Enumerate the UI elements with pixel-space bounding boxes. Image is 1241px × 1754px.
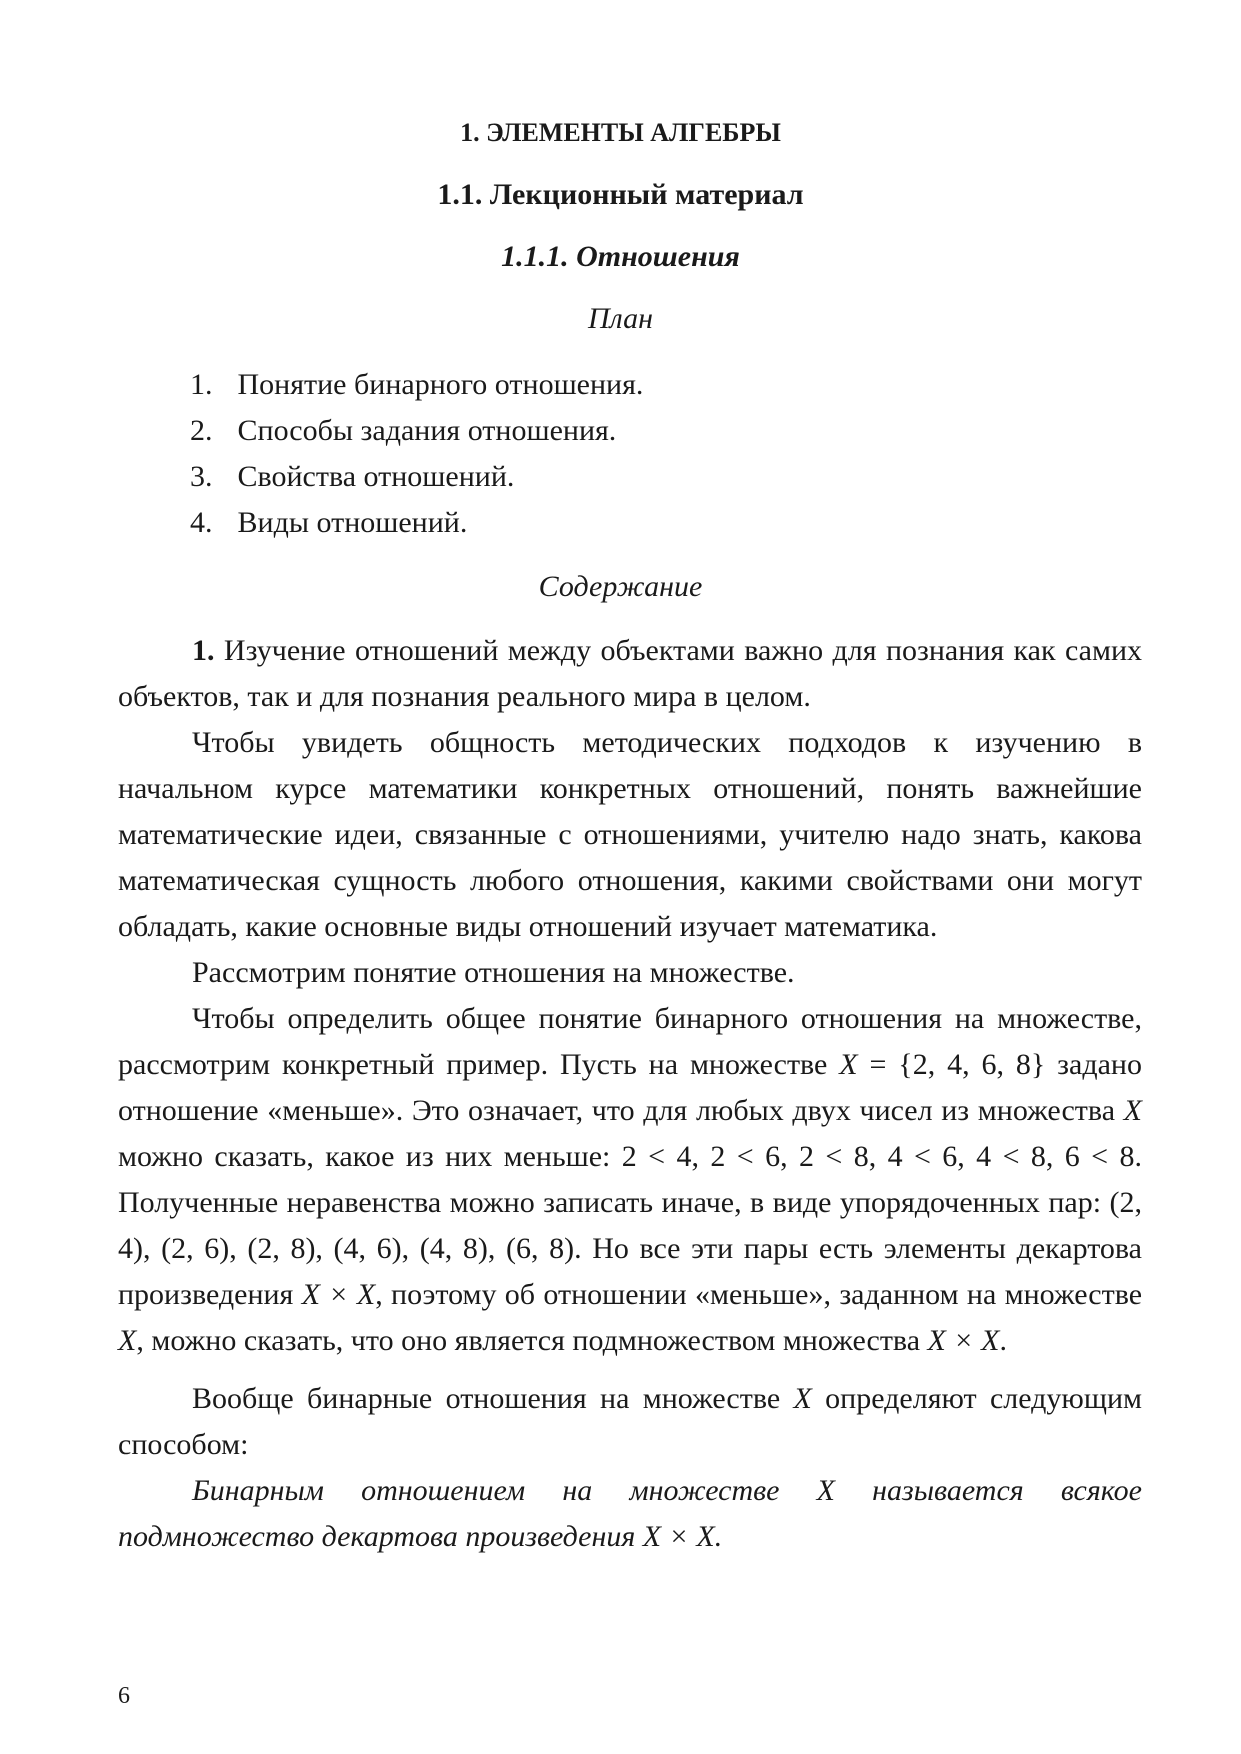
paragraph-1-text: Изучение отношений между объектами важно для познания как самих объектов, так и для познания реального мира в целом. [118,634,1142,713]
text-run: Вообще бинарные отношения на множестве [192,1382,794,1415]
body-text [118,628,1142,1560]
plan-item-number: 3. [190,460,213,493]
plan-list [190,362,1090,546]
subsection-heading: 1.1.1. Отношения [501,240,740,273]
section-heading: 1.1. Лекционный материал [437,178,804,211]
plan-item-text: Свойства отношений. [237,460,515,493]
paragraph-4 [118,996,1142,1364]
content-title: Содержание [538,570,703,603]
plan-item-text: Виды отношений. [237,506,468,539]
plan-item-number: 4. [190,506,213,539]
page-number: 6 [118,1683,130,1709]
math-var: X [1123,1094,1142,1127]
text-run: Чтобы определить общее понятие бинарного отношения на множестве, рассмотрим конкретный пример. Пусть на множестве [118,1002,1142,1081]
text-run: . [999,1324,1007,1357]
plan-title: План [588,302,653,335]
plan-item [190,408,1090,454]
math-var: X [839,1048,858,1081]
math-expr: X × X [301,1278,376,1311]
paragraph-5 [118,1376,1142,1468]
plan-item [190,362,1090,408]
text-run: , можно сказать, что оно является подмножеством множества [136,1324,928,1357]
math-expr: X × X [927,1324,1000,1357]
definition: Бинарным отношением на множестве X называется всякое подмножество декартова произведения X × X. [118,1474,1142,1553]
plan-item-number: 2. [190,414,213,447]
plan-item [190,500,1090,546]
paragraph-2: Чтобы увидеть общность методических подходов к изучению в начальном курсе математики конкретных отношений, понять важнейшие математические идеи, связанные с отношениями, учителю надо знать, какова математическая сущность любого отношения, какими свойствами они могут обладать, какие основные виды отношений изучает математика. [118,726,1142,943]
paragraph-number: 1. [192,634,215,667]
text-run: определяют следующим способом: [118,1382,1142,1461]
text-run: , поэтому об отношении «меньше», заданном на множестве [375,1278,1143,1311]
paragraph-1 [118,628,1142,720]
plan-item [190,454,1090,500]
plan-item-text: Понятие бинарного отношения. [237,368,644,401]
math-var: X [793,1382,812,1415]
text-run: = {2, 4, 6, 8} задано отношение «меньше». Это означает, что для любых двух чисел из множества [118,1048,1142,1127]
text-run: можно сказать, какое из них меньше: 2 < 4, 2 < 6, 2 < 8, 4 < 6, 4 < 8, 6 < 8. Полученные неравенства можно записать иначе, в виде упорядоченных пар: (2, 4), (2, 6), (2, 8), (4, 6), (4, 8), (6, 8). Но все эти пары есть элементы декартова произведения [118,1140,1142,1311]
plan-item-text: Способы задания отношения. [237,414,617,447]
plan-item-number: 1. [190,368,213,401]
chapter-heading: 1. ЭЛЕМЕНТЫ АЛГЕБРЫ [460,118,781,147]
paragraph-3: Рассмотрим понятие отношения на множестве. [192,956,795,989]
math-var: X [118,1324,137,1357]
